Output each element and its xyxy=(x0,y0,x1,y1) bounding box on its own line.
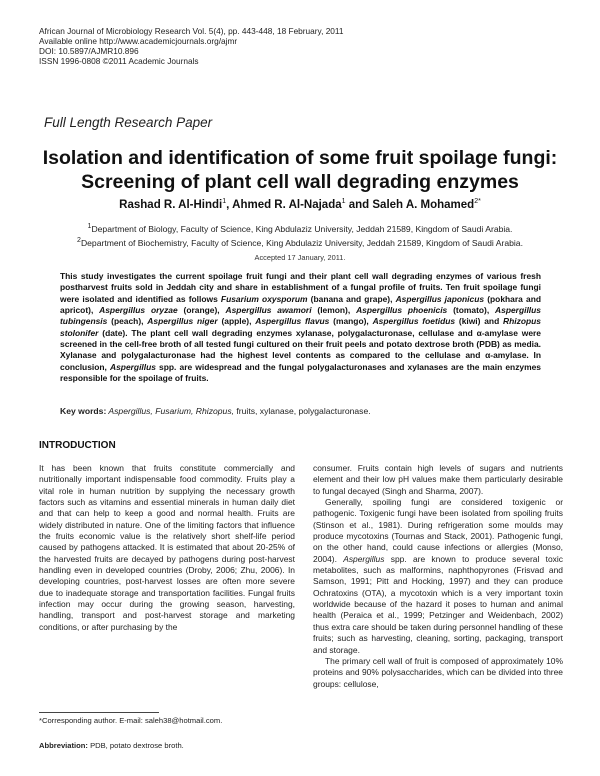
abstract-text: (banana and grape), xyxy=(307,293,396,304)
abstract-text: spp. are widespread and the fungal polygalacturonases and xylanases are the main enzymes responsible for the spoilage of fruits. xyxy=(60,361,541,384)
journal-citation: African Journal of Microbiology Research Vol. 5(4), pp. 443-448, 18 February, 2011 xyxy=(39,26,344,36)
abstract-text: (peach), xyxy=(107,316,148,327)
author-name: Saleh A. Mohamed xyxy=(372,198,475,211)
species-name: Aspergillus xyxy=(343,553,385,564)
corresponding-author-footnote: *Corresponding author. E-mail: saleh38@hotmail.com. xyxy=(39,716,223,725)
affiliations xyxy=(20,221,580,250)
abstract-text: (orange), xyxy=(177,305,226,316)
paragraph: The primary cell wall of fruit is composed of approximately 10% proteins and 90% polysaccharides, which can be divided into three groups: cellulose, xyxy=(313,655,563,689)
keywords xyxy=(60,406,541,416)
abbreviation-text: PDB, potato dextrose broth. xyxy=(87,741,184,750)
author-affiliation-mark: 2* xyxy=(474,198,481,205)
affiliation-text: Department of Biochemistry, Faculty of Science, King Abdulaziz University, Jeddah 21589, Kingdom of Saudi Arabia. xyxy=(80,238,523,249)
species-name: Aspergillus xyxy=(110,361,156,372)
accepted-date: Accepted 17 January, 2011. xyxy=(254,253,346,262)
keywords-italic: Aspergillus, Fusarium, Rhizopus, xyxy=(106,406,235,416)
abstract-text: This study investigates the current spoilage fruit fungi and their plant cell wall degrading enzymes of various fresh postharvest fruits sold in Jeddah city and share in establishment of a fungal profile of fruits. Ten fruit spoilage fungi were isolated and identified as follows xyxy=(60,271,541,304)
abstract-text: (date). The plant cell wall degrading enzymes xylanase, polygalacturonase, cellulase and α-amylase were screened in the cell-free broth of all tested fungi cultured on their fruit peels and potato dextrose broth (PDB) as media. Xylanase and polygalacturonase had the highest level contents as compared to the cellulase and α-amylase. In conclusion, xyxy=(60,327,541,372)
right-column xyxy=(313,463,563,690)
paragraph-text: spp. are known to produce several toxic metabolites, such as malformins, naphthopyrones (Frisvad and Samson, 1991; Pitt and Hocking, 1997) and they can produce Ochratoxins (OTA), a mycotoxin which is a very important toxin worldwide because of the hazard it poses to human and animal health (Peraica et al., 1999; Petzinger and Weidenbach, 2002) thus extra care should be taken during personnel handling of these fruits; such as harvesting, cleaning, sorting, packaging, transport and storage. xyxy=(313,553,563,655)
journal-url[interactable]: Available online http://www.academicjournals.org/ajmr xyxy=(39,36,238,46)
species-name: Aspergillus tubingensis xyxy=(60,305,541,327)
species-name: Aspergillus oryzae xyxy=(99,305,178,316)
abstract-text: (pokhara and apricot), xyxy=(60,293,541,316)
species-name: Aspergillus japonicus xyxy=(395,293,485,304)
abstract-text: (mango), xyxy=(329,316,373,327)
journal-doi: DOI: 10.5897/AJMR10.896 xyxy=(39,46,139,56)
species-name: Aspergillus phoenicis xyxy=(356,305,448,316)
species-name: Aspergillus awamori xyxy=(225,305,312,316)
paragraph: It has been known that fruits constitute commercially and nutritionally important indispensable food commodity. Fruits play a vital role in human nutrition by supplying the necessary growth factors such as vitamins and essential minerals in human daily diet and that can help to keep a good and normal health. Fruits are widely distributed in nature. One of the limiting factors that influence the fruits economic value is the relatively short shelf-life period caused by pathogens attacked. It is estimated that about 20-25% of the harvested fruits are decayed by pathogens during post-harvest handling even in developed countries (Droby, 2006; Zhu, 2006). In developing countries, post-harvest losses are often more severe due to inadequate storage and transportation facilities. Fungal fruits infection may occur during the growing season, harvesting, handling, transport and post-harvest storage and marketing conditions, or after purchasing by the xyxy=(39,463,295,632)
section-heading-introduction: INTRODUCTION xyxy=(39,440,116,451)
left-column xyxy=(39,463,295,633)
journal-issn: ISSN 1996-0808 ©2011 Academic Journals xyxy=(39,56,199,66)
keywords-rest: fruits, xylanase, polygalacturonase. xyxy=(234,406,371,416)
abbreviation-note xyxy=(39,741,184,750)
species-name: Aspergillus niger xyxy=(147,316,218,327)
journal-header xyxy=(39,26,344,66)
abstract-text: (apple), xyxy=(217,316,256,327)
author-name: Rashad R. Al-Hindi xyxy=(119,198,223,211)
author-list xyxy=(20,198,580,211)
species-name: Aspergillus flavus xyxy=(255,316,330,327)
affiliation-1 xyxy=(20,221,580,235)
abstract-text: (tomato), xyxy=(447,305,496,316)
abstract-text: (lemon), xyxy=(311,305,357,316)
footnote-divider xyxy=(39,712,159,713)
species-name: Aspergillus foetidus xyxy=(372,316,456,327)
author-name: Ahmed R. Al-Najada xyxy=(232,198,342,211)
paper-title: Isolation and identification of some fruit spoilage fungi: Screening of plant cell wall degrading enzymes xyxy=(42,147,558,193)
paragraph xyxy=(313,497,563,656)
paragraph-text: Generally, spoiling fungi are considered toxigenic or pathogenic. Toxigenic fungi have been isolated from spoiling fruits (Stinson et al., 1981). During refrigeration some moulds may produce mycotoxins (Tournas and Stack, 2001). Pathogenic fungi, on the other hand, could cause infections or allergies (Monso, 2004). xyxy=(313,497,563,564)
abstract-text: (kiwi) and xyxy=(455,316,504,327)
species-name: Fusarium oxysporum xyxy=(220,293,308,304)
affiliation-text: Department of Biology, Faculty of Science, King Abdulaziz University, Jeddah 21589, Kingdom of Saudi Arabia. xyxy=(91,223,513,234)
keywords-label: Key words: xyxy=(60,406,107,416)
affiliation-mark: 1 xyxy=(87,223,92,230)
abbreviation-label: Abbreviation: xyxy=(39,741,88,750)
author-affiliation-mark: 1 xyxy=(341,198,346,205)
affiliation-mark: 2 xyxy=(77,237,81,245)
author-affiliation-mark: 1 xyxy=(222,198,227,205)
author-separator: , xyxy=(226,198,233,211)
species-name: Rhizopus stolonifer xyxy=(60,316,541,338)
abstract xyxy=(60,271,541,384)
affiliation-2 xyxy=(20,235,580,249)
author-separator: and xyxy=(345,198,373,211)
paper-type: Full Length Research Paper xyxy=(44,115,213,130)
paragraph: consumer. Fruits contain high levels of sugars and nutrients element and their low pH values make them particularly desirable to fungal decayed (Singh and Sharma, 2007). xyxy=(313,463,563,496)
